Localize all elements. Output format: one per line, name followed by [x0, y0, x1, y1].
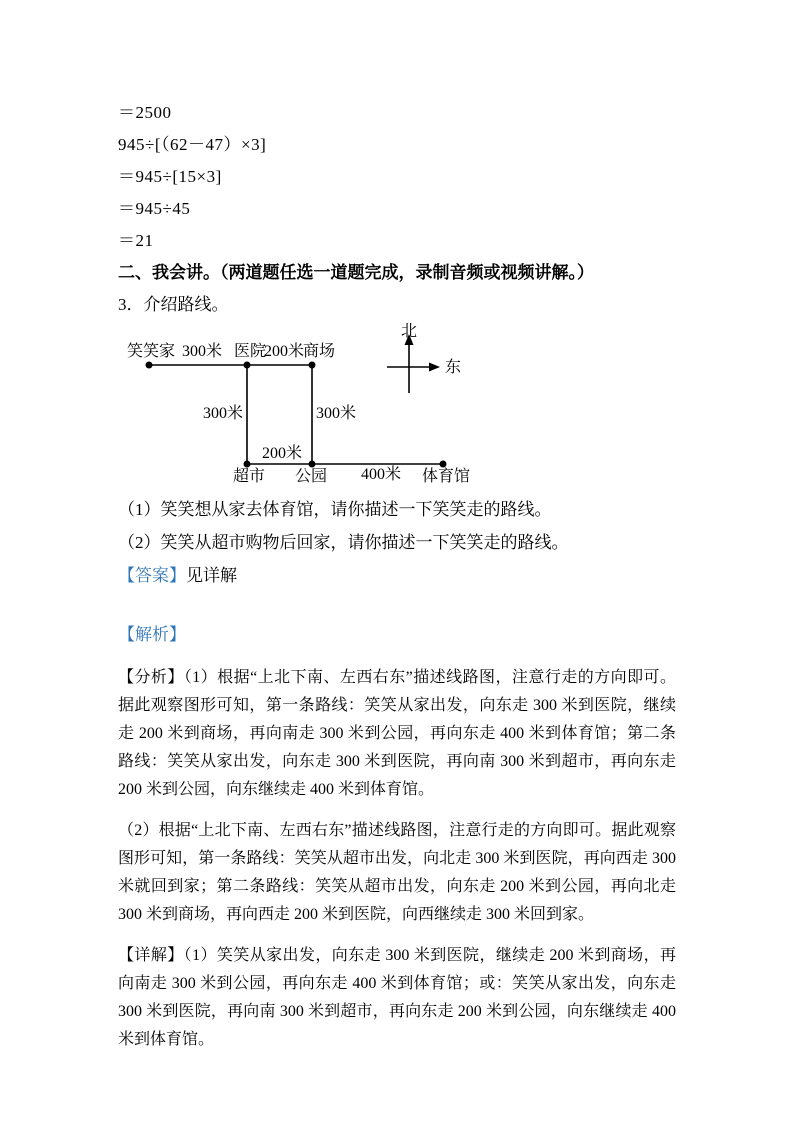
- label-dist-hospital-supermarket: 300米: [202, 405, 244, 422]
- jiexi-tag: 【解析】: [118, 625, 186, 644]
- section-header: 二、我会讲。（两道题任选一道题完成，录制音频或视频讲解。）: [118, 263, 594, 282]
- node-dot-park: [309, 461, 316, 468]
- label-compass-north: 北: [400, 323, 418, 340]
- label-park: 公园: [294, 468, 328, 485]
- calc-line-2: 945÷[（62－47）×3]: [118, 135, 267, 154]
- calc-line-1: ＝2500: [118, 103, 172, 122]
- label-mall: 商场: [302, 343, 336, 360]
- node-dot-home: [146, 362, 153, 369]
- answer-text: 见详解: [186, 566, 237, 585]
- sub-question-2: （2）笑笑从超市购物后回家，请你描述一下笑笑走的路线。: [118, 533, 569, 552]
- node-dot-hospital: [244, 362, 251, 369]
- fenxi-paragraph-2: （2）根据“上北下南、左西右东”描述线路图，注意行走的方向即可。据此观察图形可知，第一条路线：笑笑从超市出发，向北走 300 米到医院，再向西走 300 米就回到家；第二条路线：笑笑从超市出发，向东走 200 米到公园，再向北走 300 米到商场，再向西走 200 米到医院，向西继续走 300 米回到家。: [118, 822, 676, 923]
- label-compass-east: 东: [445, 359, 462, 376]
- xiangjie-tag: 【详解】: [118, 947, 184, 964]
- compass-east-arrow-icon: [429, 363, 440, 372]
- label-dist-park-gym: 400米: [360, 466, 402, 483]
- question-title: 3．介绍路线。: [118, 295, 229, 314]
- label-home: 笑笑家: [126, 343, 176, 360]
- calc-line-5: ＝21: [118, 231, 154, 250]
- fenxi-para1-text: （1）根据“上北下南、左西右东”描述线路图，注意行走的方向即可。据此观察图形可知，第一条路线：笑笑从家出发，向东走 300 米到医院，继续走 200 米到商场，再向南走 300 米到公园，再向东走 400 米到体育馆；第二条路线：笑笑从家出发，向东走 300 米到医院，再向南 300 米到超市，再向东走 200 米到公园，向东继续走 400 米到体育馆。: [118, 669, 676, 798]
- xiangjie-paragraph: [118, 942, 676, 1054]
- node-dot-mall: [309, 362, 316, 369]
- label-hospital: 医院: [233, 343, 267, 360]
- label-dist-home-hospital: 300米: [181, 343, 223, 360]
- label-dist-supermarket-park: 200米: [261, 445, 303, 462]
- node-dot-gym: [440, 461, 447, 468]
- label-dist-hospital-mall: 200米: [263, 343, 305, 360]
- label-dist-mall-park: 300米: [315, 405, 357, 422]
- label-gym: 体育馆: [421, 468, 471, 485]
- sub-question-1: （1）笑笑想从家去体育馆，请你描述一下笑笑走的路线。: [118, 500, 552, 519]
- node-dot-supermarket: [244, 461, 251, 468]
- route-map-diagram: [118, 323, 676, 489]
- answer-tag: 【答案】: [118, 566, 186, 585]
- fenxi-tag: 【分析】: [118, 669, 184, 686]
- answer-line: [118, 559, 676, 592]
- calc-line-4: ＝945÷45: [118, 199, 191, 218]
- xiangjie-para-text: （1）笑笑从家出发，向东走 300 米到医院，继续走 200 米到商场，再向南走 300 米到公园，再向东走 400 米到体育馆；或：笑笑从家出发，向东走 300 米到医院，再向南 300 米到超市，再向东走 200 米到公园，向东继续走 400 米到体育馆。: [118, 947, 676, 1048]
- label-supermarket: 超市: [232, 468, 266, 485]
- fenxi-paragraph-1: [118, 664, 676, 804]
- calc-line-3: ＝945÷[15×3]: [118, 167, 222, 186]
- calculation-block: [118, 97, 676, 257]
